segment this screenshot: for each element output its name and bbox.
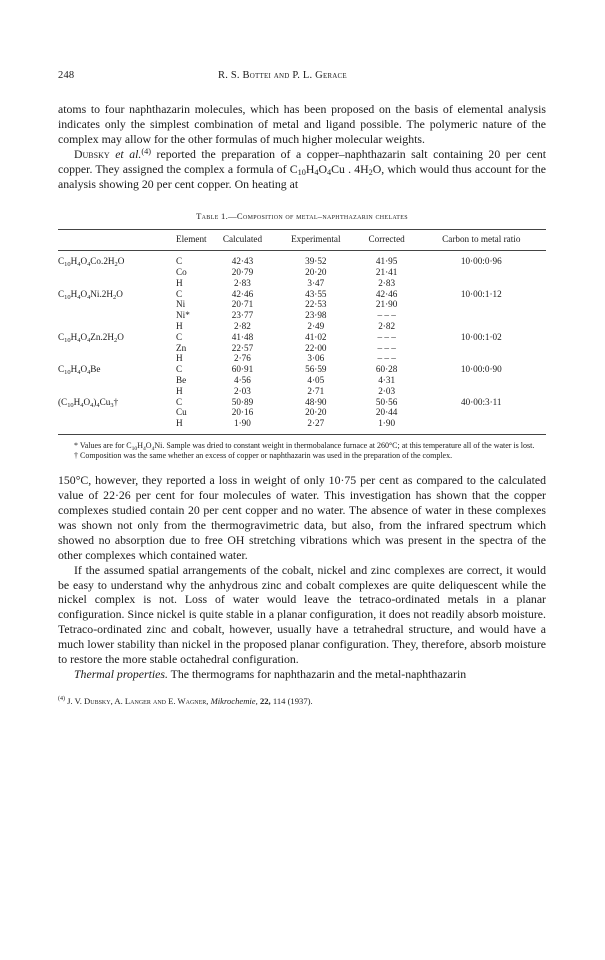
paragraph-4: If the assumed spatial arrangements of the cobalt, nickel and zinc complexes are correct, it would be easy to understand why the anhydrous zinc and cobalt complexes are quite deliquescent while the nickel complex is not. Loss of water would leave the tetraco-ordinated metals in a planar configuration. Since nickel is quite stable in a planar configuration, it does not readily absorb moisture. Tetraco-ordinated zinc and cobalt, however, usually have a tetrahedral structure, and would have a much lower stability than nickel in the proposed planar configuration. They, therefore, absorb moisture to restore the more stable octahedral configuration. <box>58 562 546 667</box>
table-row <box>58 310 546 321</box>
paragraph-1: atoms to four naphthazarin molecules, which has been proposed on the basis of elemental analysis indicates only the simplest combination of metal and ligand possible. The polymeric nature of the complex may allow for the other formulas of much higher molecular weights. <box>58 102 546 146</box>
element-cell: C <box>176 288 183 299</box>
para2-text-c: O, which would thus account for the analysis showing 20 per cent copper. On heating at <box>58 161 546 191</box>
col-header-calculated: Calculated <box>210 230 275 251</box>
table-row <box>58 321 546 332</box>
compound-cell <box>58 418 176 434</box>
table-row <box>58 397 546 408</box>
page-header <box>58 70 546 84</box>
experimental-cell: 56·59 <box>305 364 327 375</box>
element-cell: H <box>176 321 183 332</box>
corrected-cell: 1·90 <box>357 418 417 434</box>
table-footnotes <box>58 441 546 460</box>
compound-cell: $C_{10}H_4O_4Ni.2H_2O$ <box>58 288 123 301</box>
table-fn1-b: Ni. Sample was dried to constant weight in thermobalance furnace at 260°C; at this temperature all of the water is lost. <box>154 440 535 450</box>
compound-cell: $(C_{10}H_4O_4)_4Cu_3\dagger$ <box>58 396 119 409</box>
table-row <box>58 407 546 418</box>
col-header-corrected: Corrected <box>357 230 417 251</box>
ratio-cell <box>417 278 546 289</box>
journal-page <box>58 70 546 706</box>
calculated-cell: 42·46 <box>231 288 254 299</box>
experimental-cell: 43·55 <box>305 288 327 299</box>
et-al: et al. <box>115 146 142 161</box>
compound-cell: $C_{10}H_4O_4Zn.2H_2O$ <box>58 331 124 344</box>
corrected-cell: 50·56 <box>375 396 398 407</box>
element-cell: C <box>176 396 183 407</box>
body-text-bottom <box>58 473 546 682</box>
calculated-cell: 23·77 <box>231 310 254 321</box>
ratio-cell <box>417 343 546 354</box>
corrected-cell: 60·28 <box>375 364 398 375</box>
table-row <box>58 353 546 364</box>
table-row <box>58 343 546 354</box>
table-row <box>58 251 546 267</box>
compound-cell <box>58 375 176 386</box>
para2-text-b: Cu . 4H <box>331 161 369 176</box>
experimental-cell: 2·27 <box>275 418 357 434</box>
ratio-cell: 10·00:0·96 <box>460 256 502 267</box>
page-number: 248 <box>58 70 75 81</box>
footnote-authors: J. V. Dubsky, A. Langer and E. Wagner, <box>67 695 209 706</box>
experimental-cell: 2·71 <box>307 385 325 396</box>
section-heading: Thermal properties. <box>74 666 168 681</box>
experimental-cell: 20·20 <box>305 267 327 278</box>
composition-table <box>58 229 546 435</box>
compound-cell <box>58 278 176 289</box>
compound-cell <box>58 321 176 332</box>
compound-cell <box>58 310 176 321</box>
experimental-cell: 22·53 <box>305 299 327 310</box>
calculated-cell: 20·71 <box>231 299 254 310</box>
corrected-cell: 21·41 <box>375 267 398 278</box>
ratio-cell <box>417 418 546 434</box>
ratio-cell <box>417 375 546 386</box>
paragraph-5 <box>58 667 546 682</box>
corrected-cell: 4·31 <box>378 375 396 385</box>
corrected-cell: 2·83 <box>378 277 396 288</box>
corrected-cell: – – – <box>377 331 396 342</box>
ratio-cell <box>417 310 546 321</box>
table-row <box>58 278 546 289</box>
element-cell: Be <box>176 375 187 385</box>
compound-cell <box>58 353 176 364</box>
calculated-cell: 42·43 <box>231 256 254 267</box>
footnote-volume: 22, <box>259 695 271 706</box>
ratio-cell <box>417 353 546 364</box>
col-header-experimental: Experimental <box>275 230 357 251</box>
corrected-cell: – – – <box>377 342 396 353</box>
calculated-cell: 60·91 <box>231 364 254 375</box>
para2-text-a: reported the preparation of a copper–naphthazarin salt containing 20 per cent copper. They assigned the complex a formula of C <box>58 146 546 176</box>
element-cell: C <box>176 364 183 375</box>
experimental-cell: 23·98 <box>305 310 327 321</box>
corrected-cell: 21·90 <box>375 299 398 310</box>
body-text-top <box>58 102 546 191</box>
element-cell: Ni* <box>176 310 190 321</box>
ratio-cell <box>417 407 546 418</box>
element-cell: H <box>176 277 183 288</box>
table-row <box>58 375 546 386</box>
compound-cell <box>58 386 176 397</box>
ref-marker: (4) <box>141 146 151 156</box>
corrected-cell: – – – <box>377 353 396 364</box>
ratio-cell <box>417 267 546 278</box>
table-title: Table 1.—Composition of metal–naphthazarin chelates <box>196 211 408 222</box>
table-row <box>58 289 546 300</box>
ratio-cell <box>417 386 546 397</box>
table-body <box>58 251 546 435</box>
calculated-cell: 2·82 <box>234 321 251 332</box>
col-header-element: Element <box>176 230 210 251</box>
element-cell: H <box>176 385 183 396</box>
compound-cell <box>58 343 176 354</box>
footnote-journal: Mikrochemie, <box>210 695 258 706</box>
element-cell: H <box>176 353 183 364</box>
experimental-cell: 4·05 <box>307 375 325 385</box>
table-footnote-2: † Composition was the same whether an excess of copper or naphthazarin was used in the preparation of the complex. <box>74 450 453 460</box>
ratio-cell: 40·00:3·11 <box>461 396 502 407</box>
calculated-cell: 50·89 <box>231 396 254 407</box>
corrected-cell: 20·44 <box>375 407 398 418</box>
experimental-cell: 2·49 <box>307 321 325 332</box>
table-row <box>58 332 546 343</box>
calculated-cell: 20·16 <box>231 407 254 418</box>
cited-author: Dubsky <box>74 146 110 161</box>
calculated-cell: 1·90 <box>210 418 275 434</box>
running-head: R. S. Bottei and P. L. Gerace <box>218 70 347 81</box>
paragraph-2: Dubsky et al.$^{(4)}$ reported the preparation of a copper–naphthazarin salt containing 20 per cent copper. They assigned the complex a formula of $C_{10}H_4O_4Cu$ . $4H_2O$, which would thus account for the analysis showing 20 per cent copper. On heating at <box>58 146 546 191</box>
experimental-cell: 20·20 <box>305 407 327 418</box>
experimental-cell: 48·90 <box>305 396 327 407</box>
element-cell: C <box>176 256 183 267</box>
ratio-cell: 10·00:1·02 <box>460 331 502 342</box>
ratio-cell: 10·00:0·90 <box>460 364 502 375</box>
corrected-cell: – – – <box>377 310 396 321</box>
table-fn1-a: * Values are for C <box>74 440 132 450</box>
compound-cell <box>58 299 176 310</box>
compound-cell <box>58 407 176 418</box>
compound-cell <box>58 267 176 278</box>
experimental-cell: 39·52 <box>305 256 327 267</box>
element-cell: Co <box>176 267 187 278</box>
element-cell: C <box>176 331 183 342</box>
corrected-cell: 2·82 <box>378 321 396 332</box>
table-row <box>58 386 546 397</box>
table-header-row <box>58 230 546 251</box>
experimental-cell: 41·02 <box>305 331 327 342</box>
experimental-cell: 3·06 <box>307 353 325 364</box>
calculated-cell: 4·56 <box>234 375 251 385</box>
table-row <box>58 418 546 434</box>
element-cell: Ni <box>176 299 186 310</box>
footnote-marker: (4) <box>58 695 66 702</box>
calculated-cell: 20·79 <box>231 267 254 278</box>
element-cell: H <box>176 418 210 434</box>
compound-cell: $C_{10}H_4O_4Co.2H_2O$ <box>58 256 125 269</box>
footnote-rest: 114 (1937). <box>272 695 313 706</box>
corrected-cell: 42·46 <box>375 288 398 299</box>
paragraph-3: 150°C, however, they reported a loss in weight of only 10·75 per cent as compared to the calculated value of 22·26 per cent for four molecules of water. This investigation has shown that the copper complexes studied contain 20 per cent copper and no water. The absence of water in these complexes was shown not only from the thermogravimetric data, but also, from the infrared spectrum which showed no absorption due to free OH stretching vibrations which was present in the spectra of the other complexes which contained water. <box>58 473 546 562</box>
calculated-cell: 22·57 <box>231 342 254 353</box>
table-row <box>58 364 546 375</box>
calculated-cell: 2·83 <box>234 277 251 288</box>
ratio-cell <box>417 321 546 332</box>
table-1 <box>58 211 546 460</box>
corrected-cell: 41·95 <box>375 256 398 267</box>
calculated-cell: 2·03 <box>234 385 251 396</box>
table-footnote-1: * Values are for $C_{10}H_4O_4Ni$. Sample was dried to constant weight in thermobalance furnace at 260°C; at this temperature all of the water is lost. <box>74 440 535 452</box>
experimental-cell: 3·47 <box>307 277 325 288</box>
table-row <box>58 267 546 278</box>
ratio-cell: 10·00:1·12 <box>460 288 502 299</box>
para5-text: The thermograms for naphthazarin and the metal-naphthazarin <box>167 666 467 681</box>
calculated-cell: 2·76 <box>234 353 251 364</box>
page-footnote <box>58 696 546 706</box>
table-row <box>58 299 546 310</box>
ratio-cell <box>417 299 546 310</box>
compound-cell: $C_{10}H_4O_4Be$ <box>58 364 101 377</box>
element-cell: Zn <box>176 342 187 353</box>
experimental-cell: 22·00 <box>305 342 327 353</box>
corrected-cell: 2·03 <box>378 385 396 396</box>
element-cell: Cu <box>176 407 187 418</box>
calculated-cell: 41·48 <box>231 331 254 342</box>
col-header-ratio: Carbon to metal ratio <box>417 230 546 251</box>
